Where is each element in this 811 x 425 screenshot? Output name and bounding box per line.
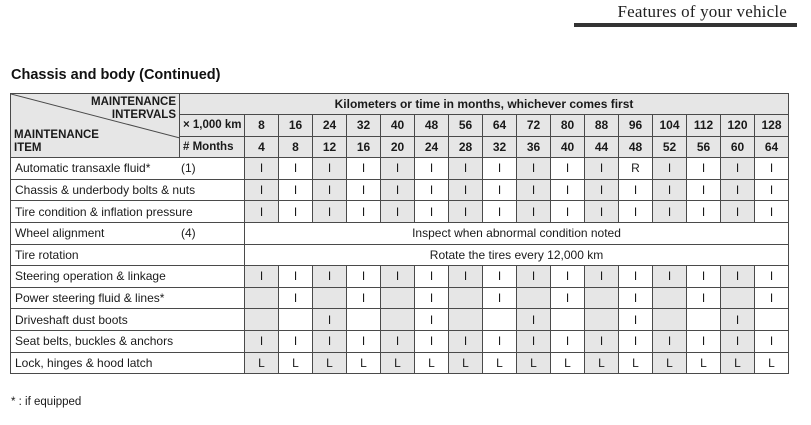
interval-cell: I [347, 266, 381, 288]
month-header-cell: 12 [313, 136, 347, 158]
interval-cell: I [551, 201, 585, 223]
interval-cell: I [721, 266, 755, 288]
month-header-cell: 20 [381, 136, 415, 158]
header-rule [574, 23, 797, 27]
month-header-cell: 44 [585, 136, 619, 158]
interval-cell: I [415, 287, 449, 309]
interval-cell [585, 287, 619, 309]
interval-cell: I [483, 158, 517, 180]
interval-cell [313, 287, 347, 309]
interval-cell: I [653, 266, 687, 288]
km-header-cell: 96 [619, 115, 653, 137]
interval-cell: I [381, 179, 415, 201]
interval-cell: I [313, 330, 347, 352]
interval-cell: L [687, 352, 721, 374]
interval-cell [449, 309, 483, 331]
km-header-cell: 80 [551, 115, 585, 137]
table-row [11, 352, 789, 374]
table-row [11, 179, 789, 201]
maintenance-item-label [14, 129, 99, 155]
interval-cell: I [245, 266, 279, 288]
interval-instruction-cell: Rotate the tires every 12,000 km [245, 244, 789, 266]
interval-cell: I [279, 201, 313, 223]
maintenance-item-label: Power steering fluid & lines* [15, 291, 165, 306]
interval-cell: I [619, 201, 653, 223]
interval-cell [687, 309, 721, 331]
interval-cell: I [517, 266, 551, 288]
table-row [11, 266, 789, 288]
interval-cell: I [687, 266, 721, 288]
km-header-cell: 56 [449, 115, 483, 137]
interval-cell: I [721, 201, 755, 223]
interval-cell: I [619, 330, 653, 352]
interval-cell: L [279, 352, 313, 374]
maintenance-item-label: Seat belts, buckles & anchors [15, 334, 174, 349]
interval-cell: I [449, 179, 483, 201]
maintenance-item-note: (4) [181, 225, 196, 240]
month-header-cell: 4 [245, 136, 279, 158]
month-header-cell: 32 [483, 136, 517, 158]
interval-cell: I [347, 201, 381, 223]
interval-cell: I [381, 201, 415, 223]
interval-cell: I [347, 179, 381, 201]
km-header-cell: 64 [483, 115, 517, 137]
maintenance-item-cell [11, 309, 245, 331]
km-header-cell: 88 [585, 115, 619, 137]
table-row [11, 330, 789, 352]
month-header-cell: 28 [449, 136, 483, 158]
interval-cell: I [279, 330, 313, 352]
interval-cell: I [551, 330, 585, 352]
interval-cell: I [415, 201, 449, 223]
page-header-title: Features of your vehicle [617, 2, 787, 21]
table-row [11, 309, 789, 331]
interval-cell: L [483, 352, 517, 374]
km-header-cell: 24 [313, 115, 347, 137]
month-header-cell: 48 [619, 136, 653, 158]
interval-cell: L [517, 352, 551, 374]
maintenance-item-label: Steering operation & linkage [15, 269, 166, 284]
interval-cell: I [245, 330, 279, 352]
interval-cell: I [381, 266, 415, 288]
table-row [11, 158, 789, 180]
maintenance-item-note: (1) [181, 161, 196, 176]
section-title: Chassis and body (Continued) [11, 67, 221, 83]
table-row [11, 287, 789, 309]
maintenance-item-cell [11, 179, 245, 201]
interval-cell: I [687, 287, 721, 309]
maintenance-item-label: Wheel alignment [15, 226, 105, 241]
table-corner-header [11, 94, 180, 158]
km-header-cell: 128 [755, 115, 789, 137]
interval-cell: I [449, 201, 483, 223]
maintenance-item-cell [11, 201, 245, 223]
km-header-cell: 32 [347, 115, 381, 137]
maintenance-item-label: Tire condition & inflation pressure [15, 204, 193, 219]
interval-cell [653, 287, 687, 309]
interval-cell: I [381, 330, 415, 352]
interval-cell [279, 309, 313, 331]
interval-cell: I [449, 330, 483, 352]
interval-cell: I [721, 158, 755, 180]
km-header-cell: 16 [279, 115, 313, 137]
interval-cell [347, 309, 381, 331]
interval-cell: R [619, 158, 653, 180]
interval-cell: I [653, 330, 687, 352]
item-label-line2: ITEM [14, 142, 42, 155]
interval-cell: I [245, 158, 279, 180]
intervals-label-line2: INTERVALS [111, 109, 176, 121]
interval-cell: I [415, 330, 449, 352]
interval-cell: I [721, 309, 755, 331]
interval-cell: L [313, 352, 347, 374]
interval-cell: I [279, 287, 313, 309]
interval-cell: I [585, 158, 619, 180]
maintenance-table [10, 93, 789, 374]
maintenance-item-cell [11, 352, 245, 374]
interval-cell: L [585, 352, 619, 374]
month-header-cell: 16 [347, 136, 381, 158]
interval-cell [245, 309, 279, 331]
km-header-cell: 8 [245, 115, 279, 137]
interval-cell [449, 287, 483, 309]
interval-cell: I [313, 158, 347, 180]
interval-cell: I [517, 201, 551, 223]
maintenance-item-cell [11, 158, 245, 180]
interval-cell: I [619, 309, 653, 331]
km-header-cell: 120 [721, 115, 755, 137]
interval-cell: I [755, 201, 789, 223]
interval-cell: L [653, 352, 687, 374]
interval-cell: I [551, 179, 585, 201]
interval-cell: I [415, 179, 449, 201]
maintenance-item-cell [11, 244, 245, 266]
km-header-cell: 48 [415, 115, 449, 137]
interval-cell: I [517, 309, 551, 331]
interval-cell: L [755, 352, 789, 374]
interval-cell: I [653, 201, 687, 223]
month-header-cell: 60 [721, 136, 755, 158]
month-header-cell: 52 [653, 136, 687, 158]
interval-cell [483, 309, 517, 331]
interval-cell: I [313, 309, 347, 331]
interval-cell: I [483, 266, 517, 288]
maintenance-intervals-label [91, 96, 176, 122]
interval-cell: I [551, 266, 585, 288]
interval-cell: I [245, 201, 279, 223]
maintenance-item-cell [11, 266, 245, 288]
interval-cell: I [585, 201, 619, 223]
month-header-cell: 8 [279, 136, 313, 158]
table-row [11, 244, 789, 266]
km-header-cell: 40 [381, 115, 415, 137]
interval-cell: I [483, 179, 517, 201]
interval-cell: I [585, 266, 619, 288]
interval-cell: I [279, 158, 313, 180]
interval-cell: I [585, 330, 619, 352]
interval-cell: I [687, 158, 721, 180]
interval-cell: I [449, 158, 483, 180]
month-header-cell: 40 [551, 136, 585, 158]
interval-cell: I [755, 266, 789, 288]
interval-cell: I [585, 179, 619, 201]
interval-cell: L [721, 352, 755, 374]
intervals-label-line1: MAINTENANCE [91, 96, 176, 108]
table-row [11, 222, 789, 244]
interval-cell: I [687, 330, 721, 352]
km-header-cell: 72 [517, 115, 551, 137]
interval-cell: I [483, 287, 517, 309]
month-header-cell: 56 [687, 136, 721, 158]
interval-cell: I [415, 309, 449, 331]
maintenance-item-label: Driveshaft dust boots [15, 312, 128, 327]
maintenance-item-label: Tire rotation [15, 247, 79, 262]
interval-cell: L [381, 352, 415, 374]
interval-cell: I [619, 266, 653, 288]
maintenance-item-cell [11, 330, 245, 352]
month-header-cell: 64 [755, 136, 789, 158]
interval-cell: I [381, 158, 415, 180]
interval-cell: I [245, 179, 279, 201]
maintenance-item-label: Chassis & underbody bolts & nuts [15, 183, 196, 198]
interval-span-header: Kilometers or time in months, whichever comes first [180, 94, 789, 115]
month-header-cell: 24 [415, 136, 449, 158]
interval-cell [653, 309, 687, 331]
interval-cell: I [755, 287, 789, 309]
maintenance-item-label: Automatic transaxle fluid* [15, 161, 151, 176]
interval-cell: L [415, 352, 449, 374]
interval-cell: I [517, 158, 551, 180]
interval-cell: I [347, 287, 381, 309]
interval-cell: I [483, 330, 517, 352]
interval-cell: I [755, 158, 789, 180]
interval-cell: L [347, 352, 381, 374]
interval-cell: I [619, 287, 653, 309]
interval-instruction-cell: Inspect when abnormal condition noted [245, 222, 789, 244]
km-label: × 1,000 km [180, 115, 245, 137]
interval-cell: I [449, 266, 483, 288]
interval-cell: I [313, 266, 347, 288]
interval-cell: I [653, 179, 687, 201]
km-header-cell: 112 [687, 115, 721, 137]
maintenance-item-label: Lock, hinges & hood latch [15, 355, 153, 370]
interval-cell [721, 287, 755, 309]
interval-cell: I [279, 179, 313, 201]
interval-cell [517, 287, 551, 309]
interval-cell: I [415, 158, 449, 180]
interval-cell: I [313, 201, 347, 223]
interval-cell: L [245, 352, 279, 374]
interval-cell: L [449, 352, 483, 374]
interval-cell: I [721, 179, 755, 201]
interval-cell [585, 309, 619, 331]
footnote: * : if equipped [11, 396, 82, 408]
interval-cell: I [619, 179, 653, 201]
table-row [11, 201, 789, 223]
maintenance-item-cell [11, 222, 245, 244]
interval-cell: I [347, 330, 381, 352]
interval-cell: I [551, 287, 585, 309]
interval-cell: I [313, 179, 347, 201]
interval-cell [245, 287, 279, 309]
interval-cell [381, 287, 415, 309]
interval-cell: I [415, 266, 449, 288]
interval-cell: L [619, 352, 653, 374]
km-header-cell: 104 [653, 115, 687, 137]
interval-cell: I [517, 330, 551, 352]
interval-cell: I [347, 158, 381, 180]
maintenance-item-cell [11, 287, 245, 309]
interval-cell [551, 309, 585, 331]
interval-cell [755, 309, 789, 331]
interval-cell: I [653, 158, 687, 180]
interval-cell: I [687, 201, 721, 223]
item-label-line1: MAINTENANCE [14, 129, 99, 142]
interval-cell: I [687, 179, 721, 201]
interval-cell: I [721, 330, 755, 352]
interval-cell: I [517, 179, 551, 201]
interval-cell: I [279, 266, 313, 288]
interval-cell: I [755, 330, 789, 352]
interval-cell: I [483, 201, 517, 223]
interval-cell: I [551, 158, 585, 180]
month-header-cell: 36 [517, 136, 551, 158]
months-label: # Months [180, 136, 245, 158]
interval-cell: I [755, 179, 789, 201]
interval-cell [381, 309, 415, 331]
interval-cell: L [551, 352, 585, 374]
